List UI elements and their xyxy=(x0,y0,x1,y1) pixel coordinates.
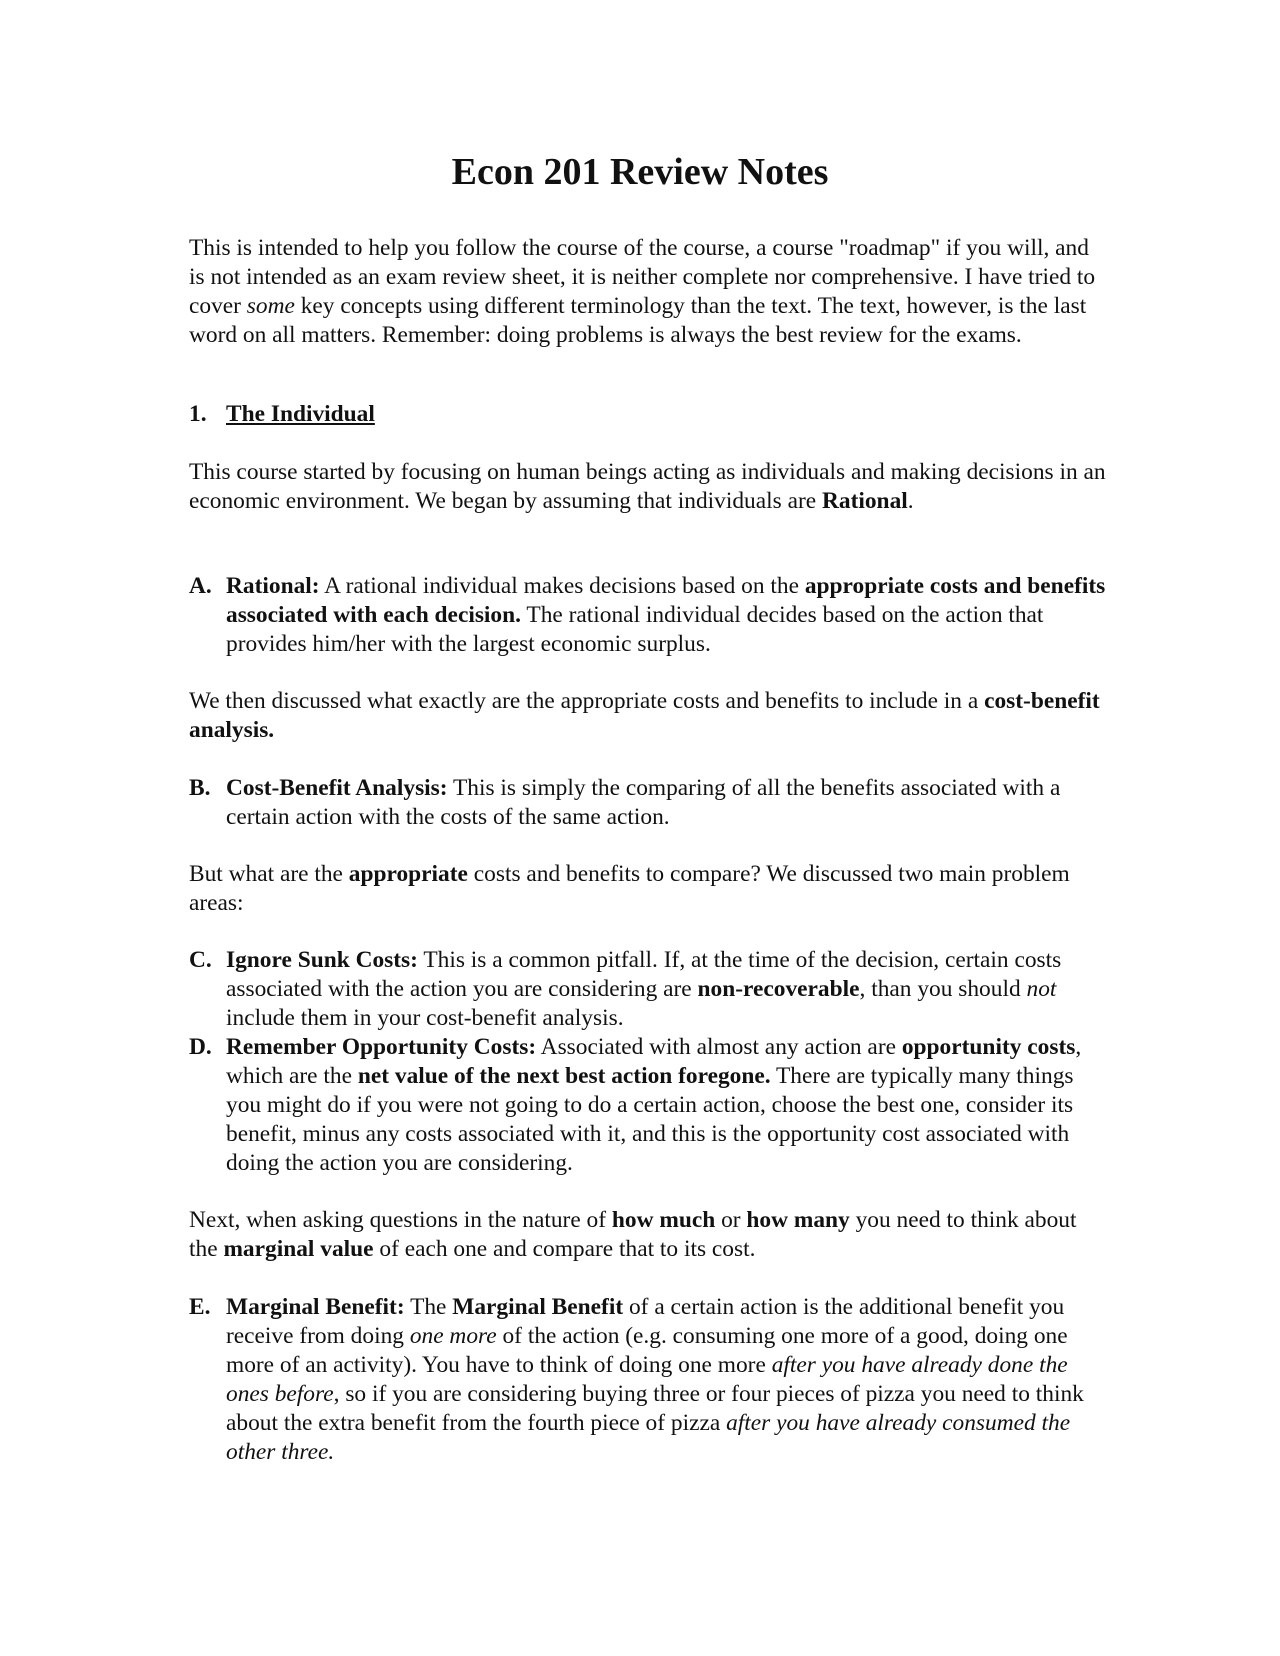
section-title: The Individual xyxy=(226,401,375,427)
item-letter: E. xyxy=(189,1294,211,1320)
paragraph-cost-benefit-intro: We then discussed what exactly are the appropriate costs and benefits to include in a cost-benefit analysis. xyxy=(189,688,1100,743)
intro-paragraph: This is intended to help you follow the course of the course, a course "roadmap" if you will, and is not intended as an exam review sheet, it is neither complete nor comprehensive. I have tried to cover some key concepts using different terminology than the text. The text, however, is the last word on all matters. Remember: doing problems is always the best review for the exams. xyxy=(189,235,1096,348)
item-letter: B. xyxy=(189,775,211,801)
item-marginal-benefit: E. Marginal Benefit: The Marginal Benefit of a certain action is the additional benefit you receive from doing one more of the action (e.g. consuming one more of a good, doing one more of an activity). You have to think of doing one more after you have already done the ones before, so if you are considering buying three or four pieces of pizza you need to think about the extra benefit from the fourth piece of pizza after you have already consumed the other three. xyxy=(189,1294,1084,1465)
section-heading-individual xyxy=(189,400,375,429)
item-rational: A. Rational: A rational individual makes decisions based on the appropriate costs and benefits associated with each decision. The rational individual decides based on the action that provides him/her with the largest economic surplus. xyxy=(189,573,1106,657)
document-title: Econ 201 Review Notes xyxy=(451,151,829,193)
item-sunk-costs: C. Ignore Sunk Costs: This is a common pitfall. If, at the time of the decision, certain costs associated with the action you are considering are non-recoverable, than you should not include them in your cost-benefit analysis. xyxy=(189,947,1062,1031)
paragraph-individuals: This course started by focusing on human beings acting as individuals and making decisions in an economic environment. We began by assuming that individuals are Rational. xyxy=(189,459,1106,514)
paragraph-problem-areas: But what are the appropriate costs and benefits to compare? We discussed two main problem areas: xyxy=(189,861,1070,916)
paragraph-marginal-value: Next, when asking questions in the nature of how much or how many you need to think about the marginal value of each one and compare that to its cost. xyxy=(189,1207,1077,1262)
item-letter: A. xyxy=(189,573,212,599)
item-opportunity-costs: D. Remember Opportunity Costs: Associated with almost any action are opportunity costs, which are the net value of the next best action foregone. There are typically many things you might do if you were not going to do a certain action, choose the best one, consider its benefit, minus any costs associated with it, and this is the opportunity cost associated with doing the action you are considering. xyxy=(189,1034,1082,1176)
section-number: 1. xyxy=(189,401,207,427)
item-cost-benefit-analysis: B. Cost-Benefit Analysis: This is simply the comparing of all the benefits associated with a certain action with the costs of the same action. xyxy=(189,775,1061,830)
item-letter: D. xyxy=(189,1034,212,1060)
item-letter: C. xyxy=(189,947,212,973)
